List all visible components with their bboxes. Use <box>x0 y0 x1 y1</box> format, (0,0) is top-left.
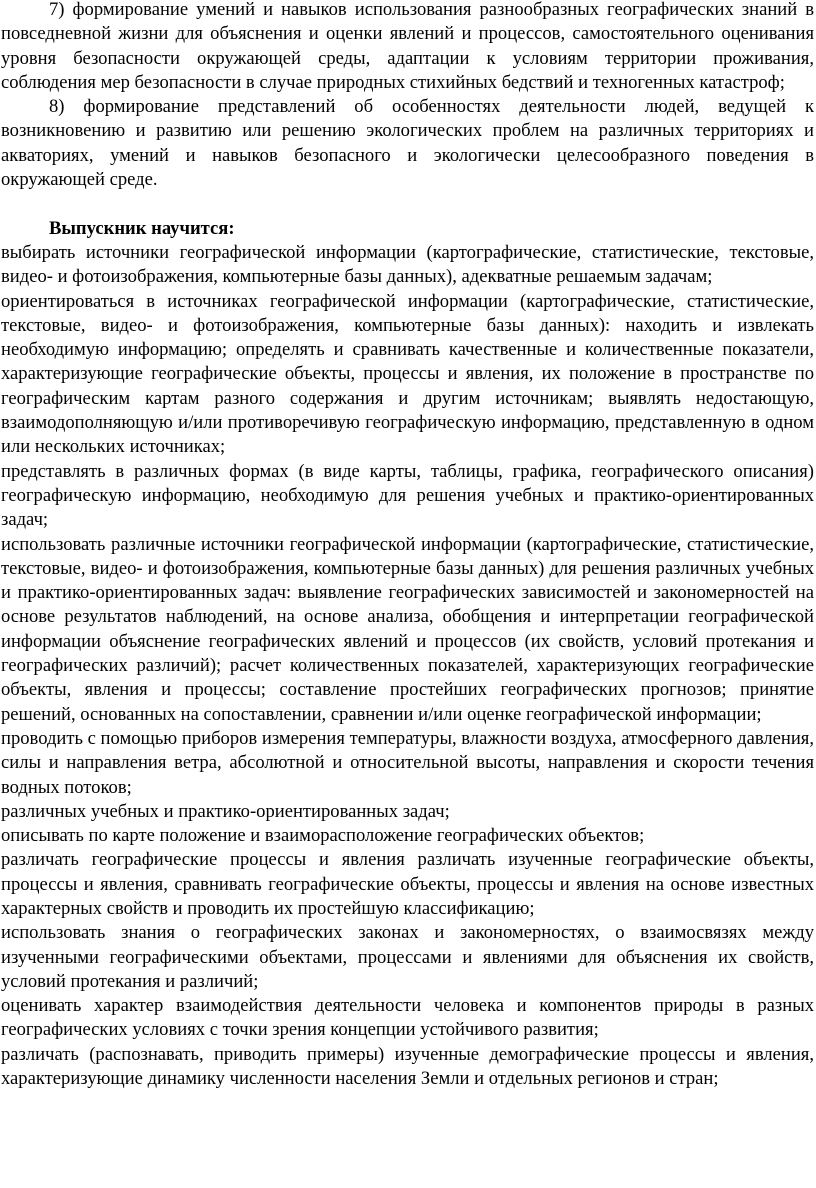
list-item: представлять в различных формах (в виде карты, таблицы, графика, географического описания) географическую информацию, необходимую для решения учебных и практико-ориентированных задач; <box>1 460 814 531</box>
list-item: выбирать источники географической информации (картографические, статистические, текстовые, видео- и фотоизображения, компьютерные базы данных), адекватные решаемым задачам; <box>1 241 814 288</box>
list-item: использовать различные источники географической информации (картографические, статистические, текстовые, видео- и фотоизображения, компьютерные базы данных) для решения различных учебных и практико-ориентированных задач: выявление географических зависимостей и закономерностей на основе результатов наблюдений, на основе анализа, обобщения и интерпретации географической информации объяснение географических явлений и процессов (их свойств, условий протекания и географических различий); расчет количественных показателей, характеризующих географические объекты, явления и процессы; составление простейших географических прогнозов; принятие решений, основанных на сопоставлении, сравнении и/или оценке географической информации; <box>1 533 814 725</box>
blank-line <box>1 192 814 216</box>
list-item: ориентироваться в источниках географической информации (картографические, статистические, текстовые, видео- и фотоизображения, компьютерные базы данных): находить и извлекать необходимую информацию; определять и сравнивать качественные и количественные показатели, характеризующие географические объекты, процессы и явления, их положение в пространстве по географическим картам разного содержания и другим источникам; выявлять недостающую, взаимодополняющую и/или противоречивую географическую информацию, представленную в одном или нескольких источниках; <box>1 290 814 458</box>
paragraph-item-7: 7) формирование умений и навыков использования разнообразных географических знаний в повседневной жизни для объяснения и оценки явлений и процессов, самостоятельного оценивания уровня безопасности окружающей среды, адаптации к условиям территории проживания, соблюдения мер безопасности в случае природных стихийных бедствий и техногенных катастроф; <box>1 0 814 93</box>
list-item: различных учебных и практико-ориентированных задач; <box>1 800 450 822</box>
paragraph-item-8: 8) формирование представлений об особенностях деятельности людей, ведущей к возникновению и развитию или решению экологических проблем на различных территориях и акваториях, умений и навыков безопасного и экологически целесообразного поведения в окружающей среде. <box>1 96 814 191</box>
section-heading: Выпускник научится: <box>49 217 235 239</box>
list-item: описывать по карте положение и взаиморасположение географических объектов; <box>1 825 645 847</box>
list-item: различать (распознавать, приводить примеры) изученные демографические процессы и явления, характеризующие динамику численности населения Земли и отдельных регионов и стран; <box>1 1043 814 1090</box>
list-item: проводить с помощью приборов измерения температуры, влажности воздуха, атмосферного давления, силы и направления ветра, абсолютной и относительной высоты, направления и скорости течения водных потоков; <box>1 727 814 798</box>
list-item: различать географические процессы и явления различать изученные географические объекты, процессы и явления, сравнивать географические объекты, процессы и явления на основе известных характерных свойств и проводить их простейшую классификацию; <box>1 849 814 919</box>
list-item: оценивать характер взаимодействия деятельности человека и компонентов природы в разных географических условиях с точки зрения концепции устойчивого развития; <box>1 995 814 1041</box>
list-item: использовать знания о географических законах и закономерностях, о взаимосвязях между изученными географическими объектами, процессами и явлениями для объяснения их свойств, условий протекания и различий; <box>1 922 814 992</box>
